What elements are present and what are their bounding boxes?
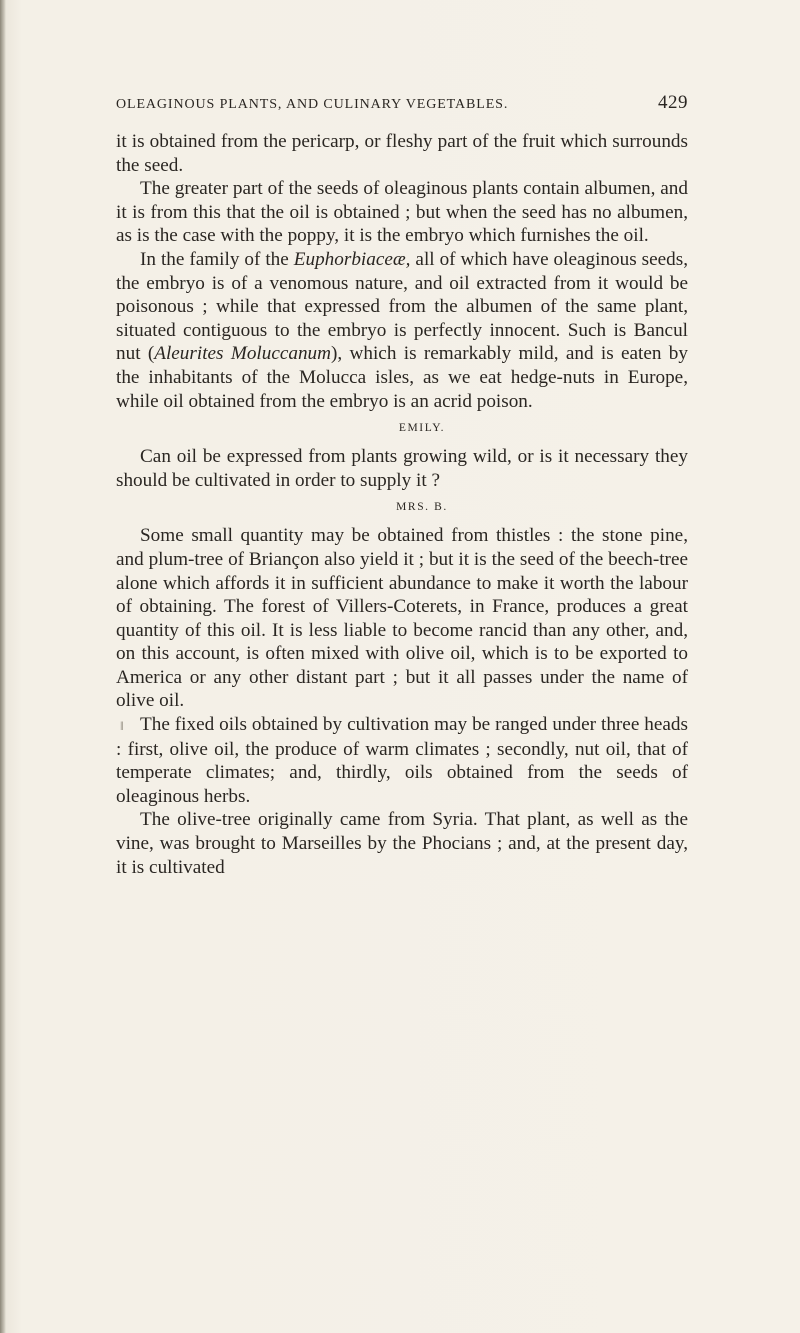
page-binding-edge (0, 0, 6, 1333)
ink-mark-icon: ǁ (120, 718, 124, 734)
speaker-heading: MRS. B. (396, 501, 448, 514)
paragraph (116, 713, 688, 808)
running-title: OLEAGINOUS PLANTS, AND CULINARY VEGETABLES. (116, 97, 509, 112)
paragraph: it is obtained from the pericarp, or fleshy part of the fruit which surrounds the seed. (116, 131, 688, 176)
speaker-heading: EMILY. (398, 422, 446, 435)
paragraph: Can oil be expressed from plants growing wild, or is it necessary they should be cultivated in order to supply it ? (116, 446, 688, 491)
italic-term: Aleurites Moluccanum (154, 343, 332, 365)
paragraph: The greater part of the seeds of oleaginous plants contain albumen, and it is from this that the oil is obtained ; but when the seed has no albumen, as is the case with the poppy, it is the embryo which furnishes the oil. (116, 178, 688, 247)
paragraph (116, 248, 688, 413)
text-run: all of which have oleaginous seeds, the embryo is of a venomous nature, and oil extracted from it would be poisonous ; while that expressed from the albumen of the same plant, situated contiguous to the embryo is perfectly innocent. Such is Bancul nut ( (116, 248, 688, 365)
text-run: ), which is remarkably mild, and is eaten by the inhabitants of the Molucca isles, as we eat hedge-nuts in Europe, while oil obtained from the embryo is an acrid poison. (116, 343, 688, 412)
text-run: The fixed oils obtained by cultivation may be ranged under three heads : first, olive oil, the produce of warm climates ; secondly, nut oil, that of temperate climates; and, thirdly, oils obtained from the seeds of oleaginous herbs. (116, 714, 688, 807)
text-run: In the family of the (140, 248, 294, 270)
running-head (116, 92, 688, 116)
body-text (116, 130, 688, 879)
page-number: 429 (658, 92, 688, 113)
paragraph: Some small quantity may be obtained from thistles : the stone pine, and plum-tree of Briançon also yield it ; but it is the seed of the beech-tree alone which affords it in sufficient abundance to make it worth the labour of obtaining. The forest of Villers-Coterets, in France, produces a great quantity of this oil. It is less liable to become rancid than any other, and, on this account, is often mixed with olive oil, which is to be exported to America or any other distant part ; but it all passes under the name of olive oil. (116, 525, 688, 712)
italic-term: Euphorbiaceæ, (293, 248, 411, 270)
paragraph: The olive-tree originally came from Syria. That plant, as well as the vine, was brought to Marseilles by the Phocians ; and, at the present day, it is cultivated (116, 809, 688, 878)
